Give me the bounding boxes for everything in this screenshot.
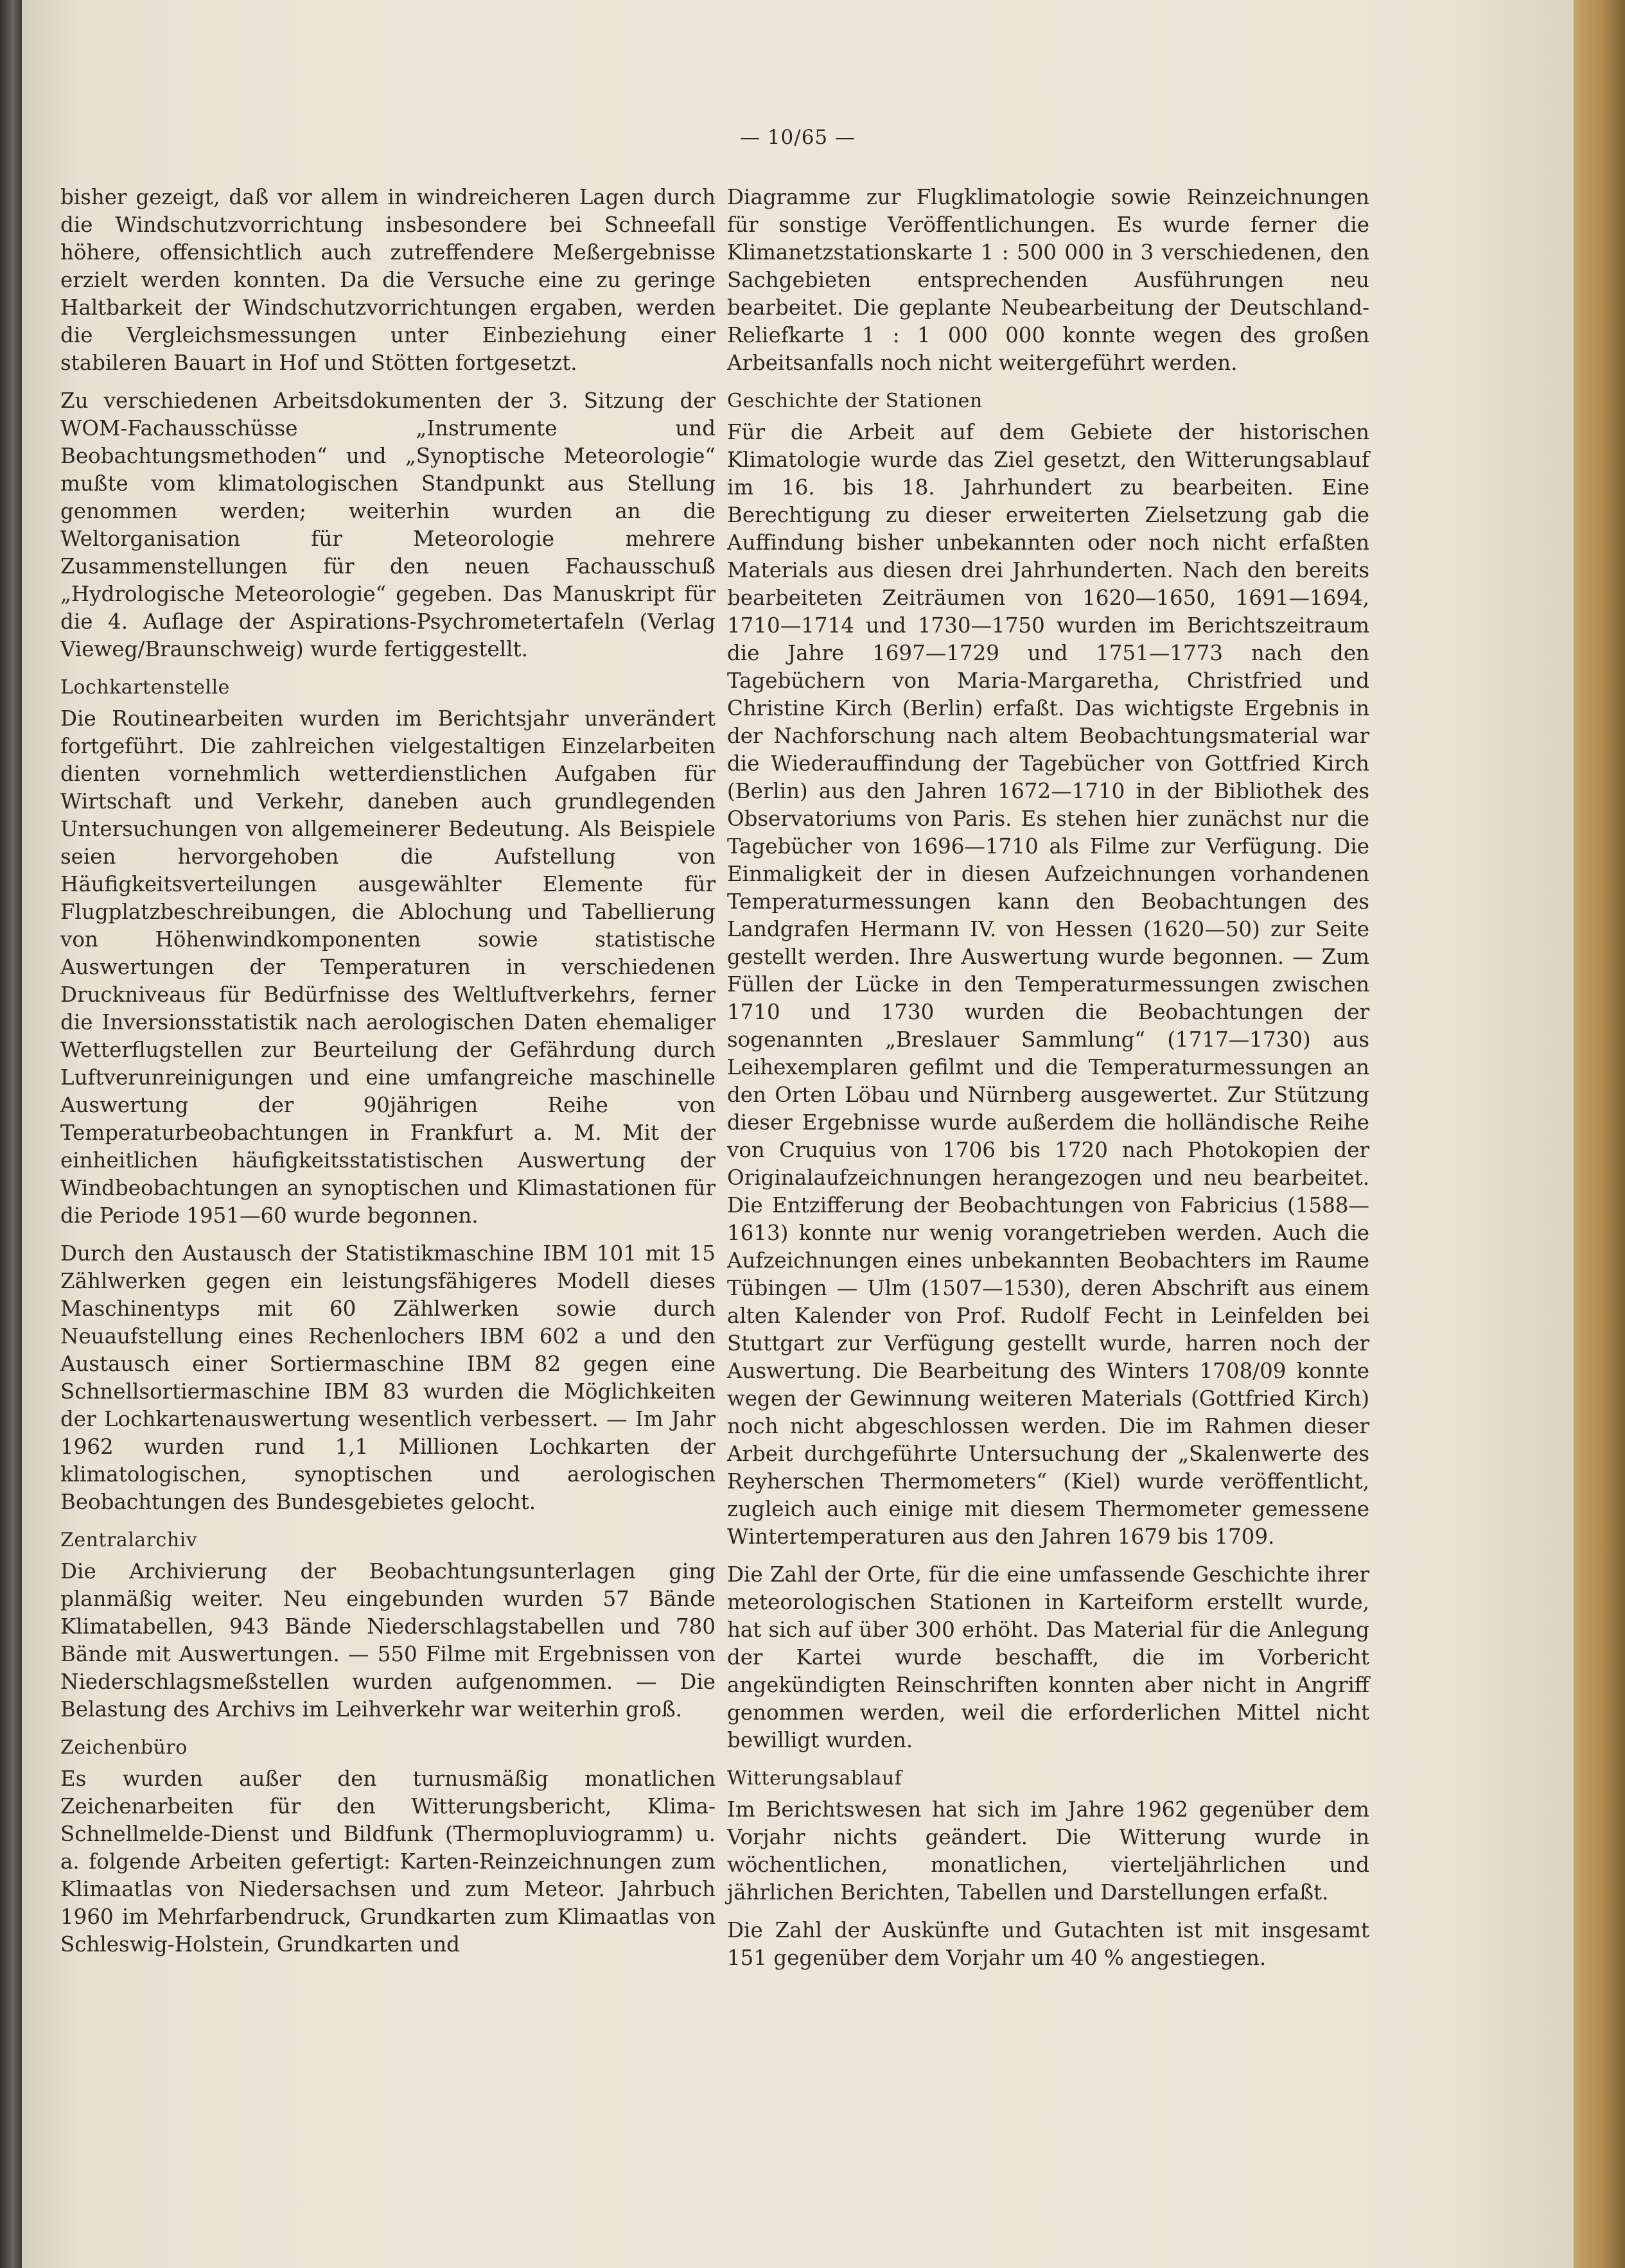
section-heading: Zeichenbüro bbox=[60, 1736, 188, 1759]
paragraph: Die Zahl der Orte, für die eine umfassende Geschichte ihrer meteorologischen Stationen in Karteiform erstellt wurde, hat sich auf über 300 erhöht. Das Material für die Anlegung der Kartei wurde beschafft, die im Vorbericht angekündigten Reinschriften konnten aber nicht in Angriff genommen werden, weil die erforderlichen Mittel nicht bewilligt wurden. bbox=[727, 1562, 1369, 1752]
paragraph: Im Berichtswesen hat sich im Jahre 1962 gegenüber dem Vorjahr nichts geändert. Die Witterung wurde in wöchentlichen, monatlichen, vierteljährlichen und jährlichen Berichten, Tabellen und Darstellungen erfaßt. bbox=[727, 1797, 1369, 1905]
adjacent-page-edge bbox=[0, 0, 22, 2268]
document-page bbox=[22, 0, 1574, 2268]
paragraph: Durch den Austausch der Statistikmaschine IBM 101 mit 15 Zählwerken gegen ein leistungsfähigeres Modell dieses Maschinentyps mit 60 Zählwerken sowie durch Neuaufstellung eines Rechenlochers IBM 602 a und den Austausch einer Sortiermaschine IBM 82 gegen eine Schnellsortiermaschine IBM 83 wurden die Möglichkeiten der Lochkartenauswertung wesentlich verbessert. — Im Jahr 1962 wurden rund 1,1 Millionen Lochkarten der klimatologischen, synoptischen und aerologischen Beobachtungen des Bundesgebietes gelocht. bbox=[60, 1241, 716, 1514]
paragraph: Zu verschiedenen Arbeitsdokumenten der 3. Sitzung der WOM-Fachausschüsse „Instrumente und Beobachtungsmethoden“ und „Synoptische Meteorologie“ mußte vom klimatologischen Standpunkt aus Stellung genommen werden; weiterhin wurden an die Weltorganisation für Meteorologie mehrere Zusammenstellungen für den neuen Fachausschuß „Hydrologische Meteorologie“ gegeben. Das Manuskript für die 4. Auflage der Aspirations-Psychrometertafeln (Verlag Vieweg/Braunschweig) wurde fertiggestellt. bbox=[60, 388, 716, 661]
left-column bbox=[60, 184, 716, 1969]
section-heading: Lochkartenstelle bbox=[60, 676, 230, 699]
right-column bbox=[727, 184, 1369, 1982]
section-heading: Witterungsablauf bbox=[727, 1767, 902, 1790]
section-heading: Zentralarchiv bbox=[60, 1529, 198, 1551]
paragraph: Diagramme zur Flugklimatologie sowie Reinzeichnungen für sonstige Veröffentlichungen. Es wurde ferner die Klimanetzstationskarte 1 : 500 000 in 3 verschiedenen, den Sachgebieten entsprechenden Ausführungen neu bearbeitet. Die geplante Neubearbeitung der Deutschland-Reliefkarte 1 : 1 000 000 konnte wegen des großen Arbeitsanfalls noch nicht weitergeführt werden. bbox=[727, 185, 1369, 375]
binding-edge bbox=[1574, 0, 1625, 2268]
section-heading: Geschichte der Stationen bbox=[727, 390, 983, 412]
paragraph: Die Archivierung der Beobachtungsunterlagen ging planmäßig weiter. Neu eingebunden wurden 57 Bände Klimatabellen, 943 Bände Niederschlagstabellen und 780 Bände mit Auswertungen. — 550 Filme mit Ergebnissen von Niederschlagsmeßstellen wurden aufgenommen. — Die Belastung des Archivs im Leihverkehr war weiterhin groß. bbox=[60, 1559, 716, 1722]
page-number: — 10/65 — bbox=[739, 126, 856, 149]
paragraph: Für die Arbeit auf dem Gebiete der historischen Klimatologie wurde das Ziel gesetzt, den Witterungsablauf im 16. bis 18. Jahrhundert zu bearbeiten. Eine Berechtigung zu dieser erweiterten Zielsetzung gab die Auffindung bisher unbekannten oder noch nicht erfaßten Materials aus diesen drei Jahrhunderten. Nach den bereits bearbeiteten Zeiträumen von 1620—1650, 1691—1694, 1710—1714 und 1730—1750 wurden im Berichtszeitraum die Jahre 1697—1729 und 1751—1773 nach den Tagebüchern von Maria-Margaretha, Christfried und Christine Kirch (Berlin) erfaßt. Das wichtigste Ergebnis in der Nachforschung nach altem Beobachtungsmaterial war die Wiederauffindung der Tagebücher von Gottfried Kirch (Berlin) aus den Jahren 1672—1710 in der Bibliothek des Observatoriums von Paris. Es stehen hier zunächst nur die Tagebücher von 1696—1710 als Filme zur Verfügung. Die Einmaligkeit der in diesen Aufzeichnungen vorhandenen Temperaturmessungen kann den Beobachtungen des Landgrafen Hermann IV. von Hessen (1620—50) zur Seite gestellt werden. Ihre Auswertung wurde begonnen. — Zum Füllen der Lücke in den Temperaturmessungen zwischen 1710 und 1730 wurden die Beobachtungen der sogenannten „Breslauer Sammlung“ (1717—1730) aus Leihexemplaren gefilmt und die Temperaturmessungen an den Orten Löbau und Nürnberg ausgewertet. Zur Stützung dieser Ergebnisse wurde außerdem die holländische Reihe von Cruquius von 1706 bis 1720 nach Photokopien der Originalaufzeichnungen herangezogen und neu bearbeitet. Die Entzifferung der Beobachtungen von Fabricius (1588—1613) konnte nur wenig vorangetrieben werden. Auch die Aufzeichnungen eines unbekannten Beobachters im Raume Tübingen — Ulm (1507—1530), deren Abschrift aus einem alten Kalender von Prof. Rudolf Fecht in Leinfelden bei Stuttgart zur Verfügung gestellt wurde, harren noch der Auswertung. Die Bearbeitung des Winters 1708/09 konnte wegen der Gewinnung weiteren Materials (Gottfried Kirch) noch nicht abgeschlossen werden. Die im Rahmen dieser Arbeit durchgeführte Untersuchung der „Skalenwerte des Reyherschen Thermometers“ (Kiel) wurde veröffentlicht, zugleich auch einige mit diesem Thermometer gemessene Wintertemperaturen aus den Jahren 1679 bis 1709. bbox=[727, 420, 1369, 1549]
paragraph: bisher gezeigt, daß vor allem in windreicheren Lagen durch die Windschutzvorrichtung insbesondere bei Schneefall höhere, offensichtlich auch zutreffendere Meßergebnisse erzielt werden konnten. Da die Versuche eine zu geringe Haltbarkeit der Windschutzvorrichtungen ergaben, werden die Vergleichsmessungen unter Einbeziehung einer stabileren Bauart in Hof und Stötten fortgesetzt. bbox=[60, 185, 716, 375]
paragraph: Die Zahl der Auskünfte und Gutachten ist mit insgesamt 151 gegenüber dem Vorjahr um 40 % angestiegen. bbox=[727, 1918, 1369, 1970]
paragraph: Es wurden außer den turnusmäßig monatlichen Zeichenarbeiten für den Witterungsbericht, Klima-Schnellmelde-Dienst und Bildfunk (Thermopluviogramm) u. a. folgende Arbeiten gefertigt: Karten-Reinzeichnungen zum Klimaatlas von Niedersachsen und zum Meteor. Jahrbuch 1960 im Mehrfarbendruck, Grundkarten zum Klimaatlas von Schleswig-Holstein, Grundkarten und bbox=[60, 1766, 716, 1957]
paragraph: Die Routinearbeiten wurden im Berichtsjahr unverändert fortgeführt. Die zahlreichen vielgestaltigen Einzelarbeiten dienten vornehmlich wetterdienstlichen Aufgaben für Wirtschaft und Verkehr, daneben auch grundlegenden Untersuchungen von allgemeinerer Bedeutung. Als Beispiele seien hervorgehoben die Aufstellung von Häufigkeitsverteilungen ausgewählter Elemente für Flugplatzbeschreibungen, die Ablochung und Tabellierung von Höhenwindkomponenten sowie statistische Auswertungen der Temperaturen in verschiedenen Druckniveaus für Bedürfnisse des Weltluftverkehrs, ferner die Inversionsstatistik nach aerologischen Daten ehemaliger Wetterflugstellen zur Beurteilung der Gefährdung durch Luftverunreinigungen und eine umfangreiche maschinelle Auswertung der 90jährigen Reihe von Temperaturbeobachtungen in Frankfurt a. M. Mit der einheitlichen häufigkeitsstatistischen Auswertung der Windbeobachtungen an synoptischen und Klimastationen für die Periode 1951—60 wurde begonnen. bbox=[60, 706, 716, 1228]
